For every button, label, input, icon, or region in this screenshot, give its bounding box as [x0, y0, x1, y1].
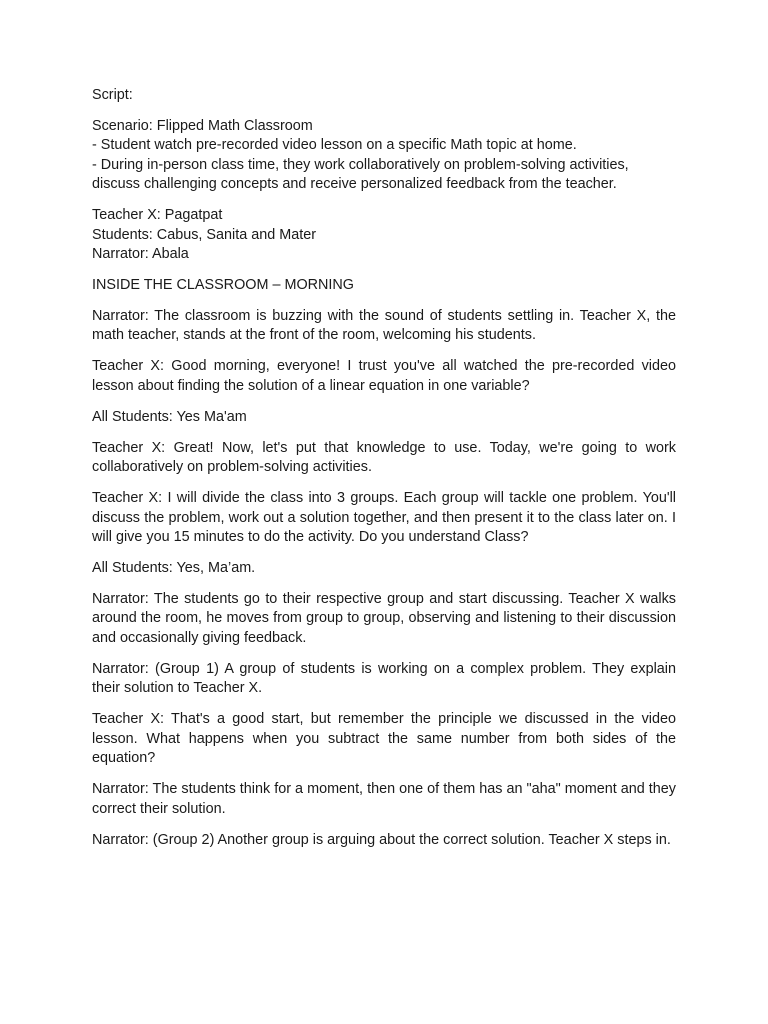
script-paragraph: Teacher X: That's a good start, but remember the principle we discussed in the video lesson. What happens when you subtract the same number from both sides of the equation?	[92, 711, 676, 767]
cast-block	[92, 206, 676, 264]
cast-students: Students: Cabus, Sanita and Mater	[92, 226, 316, 243]
script-paragraph: Teacher X: Great! Now, let's put that knowledge to use. Today, we're going to work collaboratively on problem-solving activities.	[92, 439, 676, 476]
document-body	[92, 86, 676, 862]
cast-narrator: Narrator: Abala	[92, 246, 189, 263]
scenario-point: - During in-person class time, they work collaboratively on problem-solving activities, discuss challenging concepts and receive personalized feedback from the teacher.	[92, 156, 629, 193]
script-paragraph: All Students: Yes Ma'am	[92, 408, 247, 425]
script-paragraph: Teacher X: I will divide the class into 3 groups. Each group will tackle one problem. You'll discuss the problem, work out a solution together, and then present it to the class later on. I will give you 15 minutes to do the activity. Do you understand Class?	[92, 490, 676, 546]
script-paragraph: All Students: Yes, Ma’am.	[92, 560, 256, 577]
script-paragraph: Narrator: The students think for a moment, then one of them has an "aha" moment and they correct their solution.	[92, 781, 676, 817]
script-label: Script:	[92, 87, 133, 103]
script-paragraph: Teacher X: Good morning, everyone! I trust you've all watched the pre-recorded video lesson about finding the solution of a linear equation in one variable?	[92, 358, 676, 394]
script-paragraph: Narrator: (Group 2) Another group is arguing about the correct solution. Teacher X steps in.	[92, 831, 671, 848]
cast-teacher: Teacher X: Pagatpat	[92, 207, 223, 224]
script-paragraph: Narrator: The students go to their respective group and start discussing. Teacher X walks around the room, he moves from group to group, observing and listening to their discussion and occasionally giving feedback.	[92, 591, 676, 646]
scenario-title: Scenario: Flipped Math Classroom	[92, 118, 313, 134]
scenario-block	[92, 117, 676, 195]
scenario-point: - Student watch pre-recorded video lesson on a specific Math topic at home.	[92, 137, 577, 154]
script-paragraph: Narrator: The classroom is buzzing with the sound of students settling in. Teacher X, the math teacher, stands at the front of the room, welcoming his students.	[92, 308, 676, 344]
scene-heading: INSIDE THE CLASSROOM – MORNING	[92, 277, 355, 294]
script-paragraph: Narrator: (Group 1) A group of students is working on a complex problem. They explain their solution to Teacher X.	[92, 660, 676, 697]
